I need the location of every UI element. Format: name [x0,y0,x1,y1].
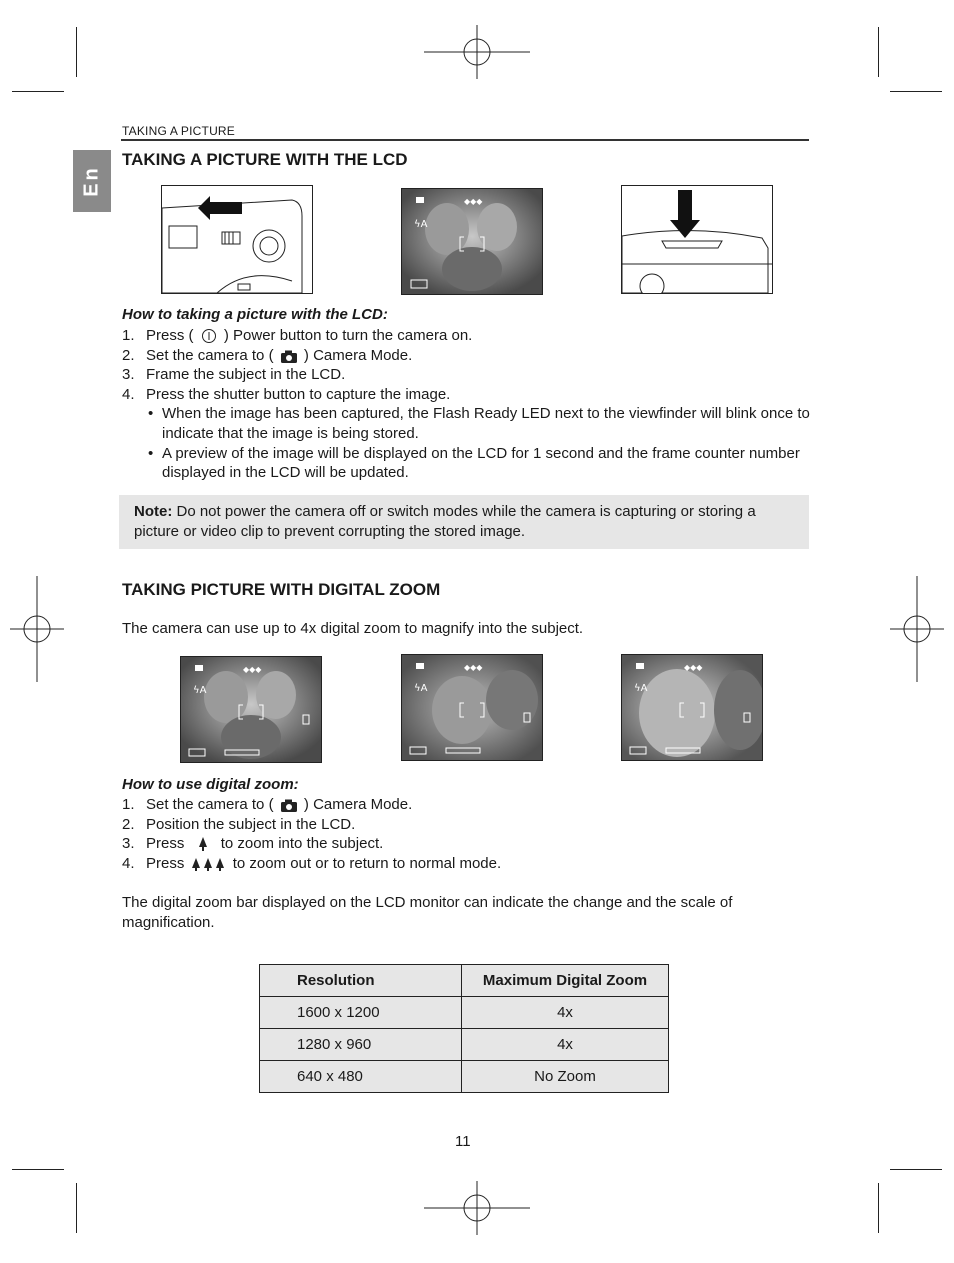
svg-text:◆◆◆: ◆◆◆ [684,663,703,672]
power-icon [198,328,220,344]
zoom-steps-list [122,795,812,873]
registration-mark-right [890,576,944,682]
registration-mark-top [424,25,530,79]
table-row [260,997,669,1029]
zoom-resolution-table [259,964,669,1093]
table-cell: 4x [462,997,669,1029]
list-item: 4. Press the shutter button to capture the image. • When the image has been captured, the Flash Ready LED next to the viewfinder will blink once to indicate that the image is being stored. • A preview of the image will be displayed on the LCD for 1 second and the frame counter number displayed in the LCD will be updated. [122,385,812,483]
note-box [119,495,809,549]
svg-text:◆◆◆: ◆◆◆ [243,665,262,674]
zoom-preview-max [621,654,763,761]
shutter-press-illustration [621,185,773,294]
bullet-item: • A preview of the image will be displayed on the LCD for 1 second and the frame counter number displayed in the LCD will be updated. [146,444,812,483]
svg-text:ϟA: ϟA [414,219,428,230]
svg-text:◆◆◆: ◆◆◆ [464,197,483,206]
camera-icon [278,348,300,364]
camera-icon [278,797,300,813]
header-rule [121,139,809,141]
svg-text:◆◆◆: ◆◆◆ [464,663,483,672]
page-number: 11 [455,1133,471,1150]
list-item: 1. Press ( ) Power button to turn the camera on. [122,327,473,344]
zoom-preview-mid [401,654,543,761]
list-item: 2. Position the subject in the LCD. [122,815,356,833]
lcd-steps-list [122,326,812,483]
bullet-item: • When the image has been captured, the Flash Ready LED next to the viewfinder will blink once to indicate that the image is being stored. [146,404,812,443]
list-item: 4. Press to zoom out or to return to normal mode. [122,854,502,872]
lcd-section-title: TAKING A PICTURE WITH THE LCD [122,150,408,169]
list-item: 3. Press to zoom into the subject. [122,835,384,853]
tele-icon [189,836,217,852]
zoom-bar-description: The digital zoom bar displayed on the LCD monitor can indicate the change and the scale of magnification. [122,894,733,931]
svg-text:ϟA: ϟA [634,683,648,694]
zoom-section-title: TAKING PICTURE WITH DIGITAL ZOOM [122,580,441,599]
table-cell: 4x [462,1029,669,1061]
zoom-intro: The camera can use up to 4x digital zoom to magnify into the subject. [122,620,584,637]
registration-mark-left [10,576,64,682]
table-row [260,1029,669,1061]
list-item: 1. Set the camera to ( ) Camera Mode. [122,796,413,813]
column-header: Resolution [260,965,462,997]
svg-text:ϟA: ϟA [193,685,207,696]
zoom-preview-normal [180,656,322,763]
camera-mode-switch-illustration [161,185,313,294]
table-cell: No Zoom [462,1061,669,1093]
table-cell: 1280 x 960 [260,1029,462,1061]
table-header-row [260,965,669,997]
table-cell: 640 x 480 [260,1061,462,1093]
svg-text:ϟA: ϟA [414,683,428,694]
note-text: Do not power the camera off or switch modes while the camera is capturing or storing a picture or video clip to prevent corrupting the stored image. [134,503,756,540]
table-row [260,1061,669,1093]
section-header: TAKING A PICTURE [122,124,235,138]
list-item: 2. Set the camera to ( ) Camera Mode. [122,346,413,364]
lcd-howto-subtitle: How to taking a picture with the LCD: [122,306,388,323]
lcd-preview-image [401,188,543,295]
note-label: Note: [134,503,173,520]
lcd-step-bullets [146,404,812,482]
language-tab [73,150,111,212]
column-header: Maximum Digital Zoom [462,965,669,997]
list-item: 3. Frame the subject in the LCD. [122,366,346,384]
registration-mark-bottom [424,1181,530,1235]
zoom-howto-subtitle: How to use digital zoom: [122,776,299,793]
wide-icon [189,856,229,872]
language-tab-label: En [80,165,103,197]
table-cell: 1600 x 1200 [260,997,462,1029]
